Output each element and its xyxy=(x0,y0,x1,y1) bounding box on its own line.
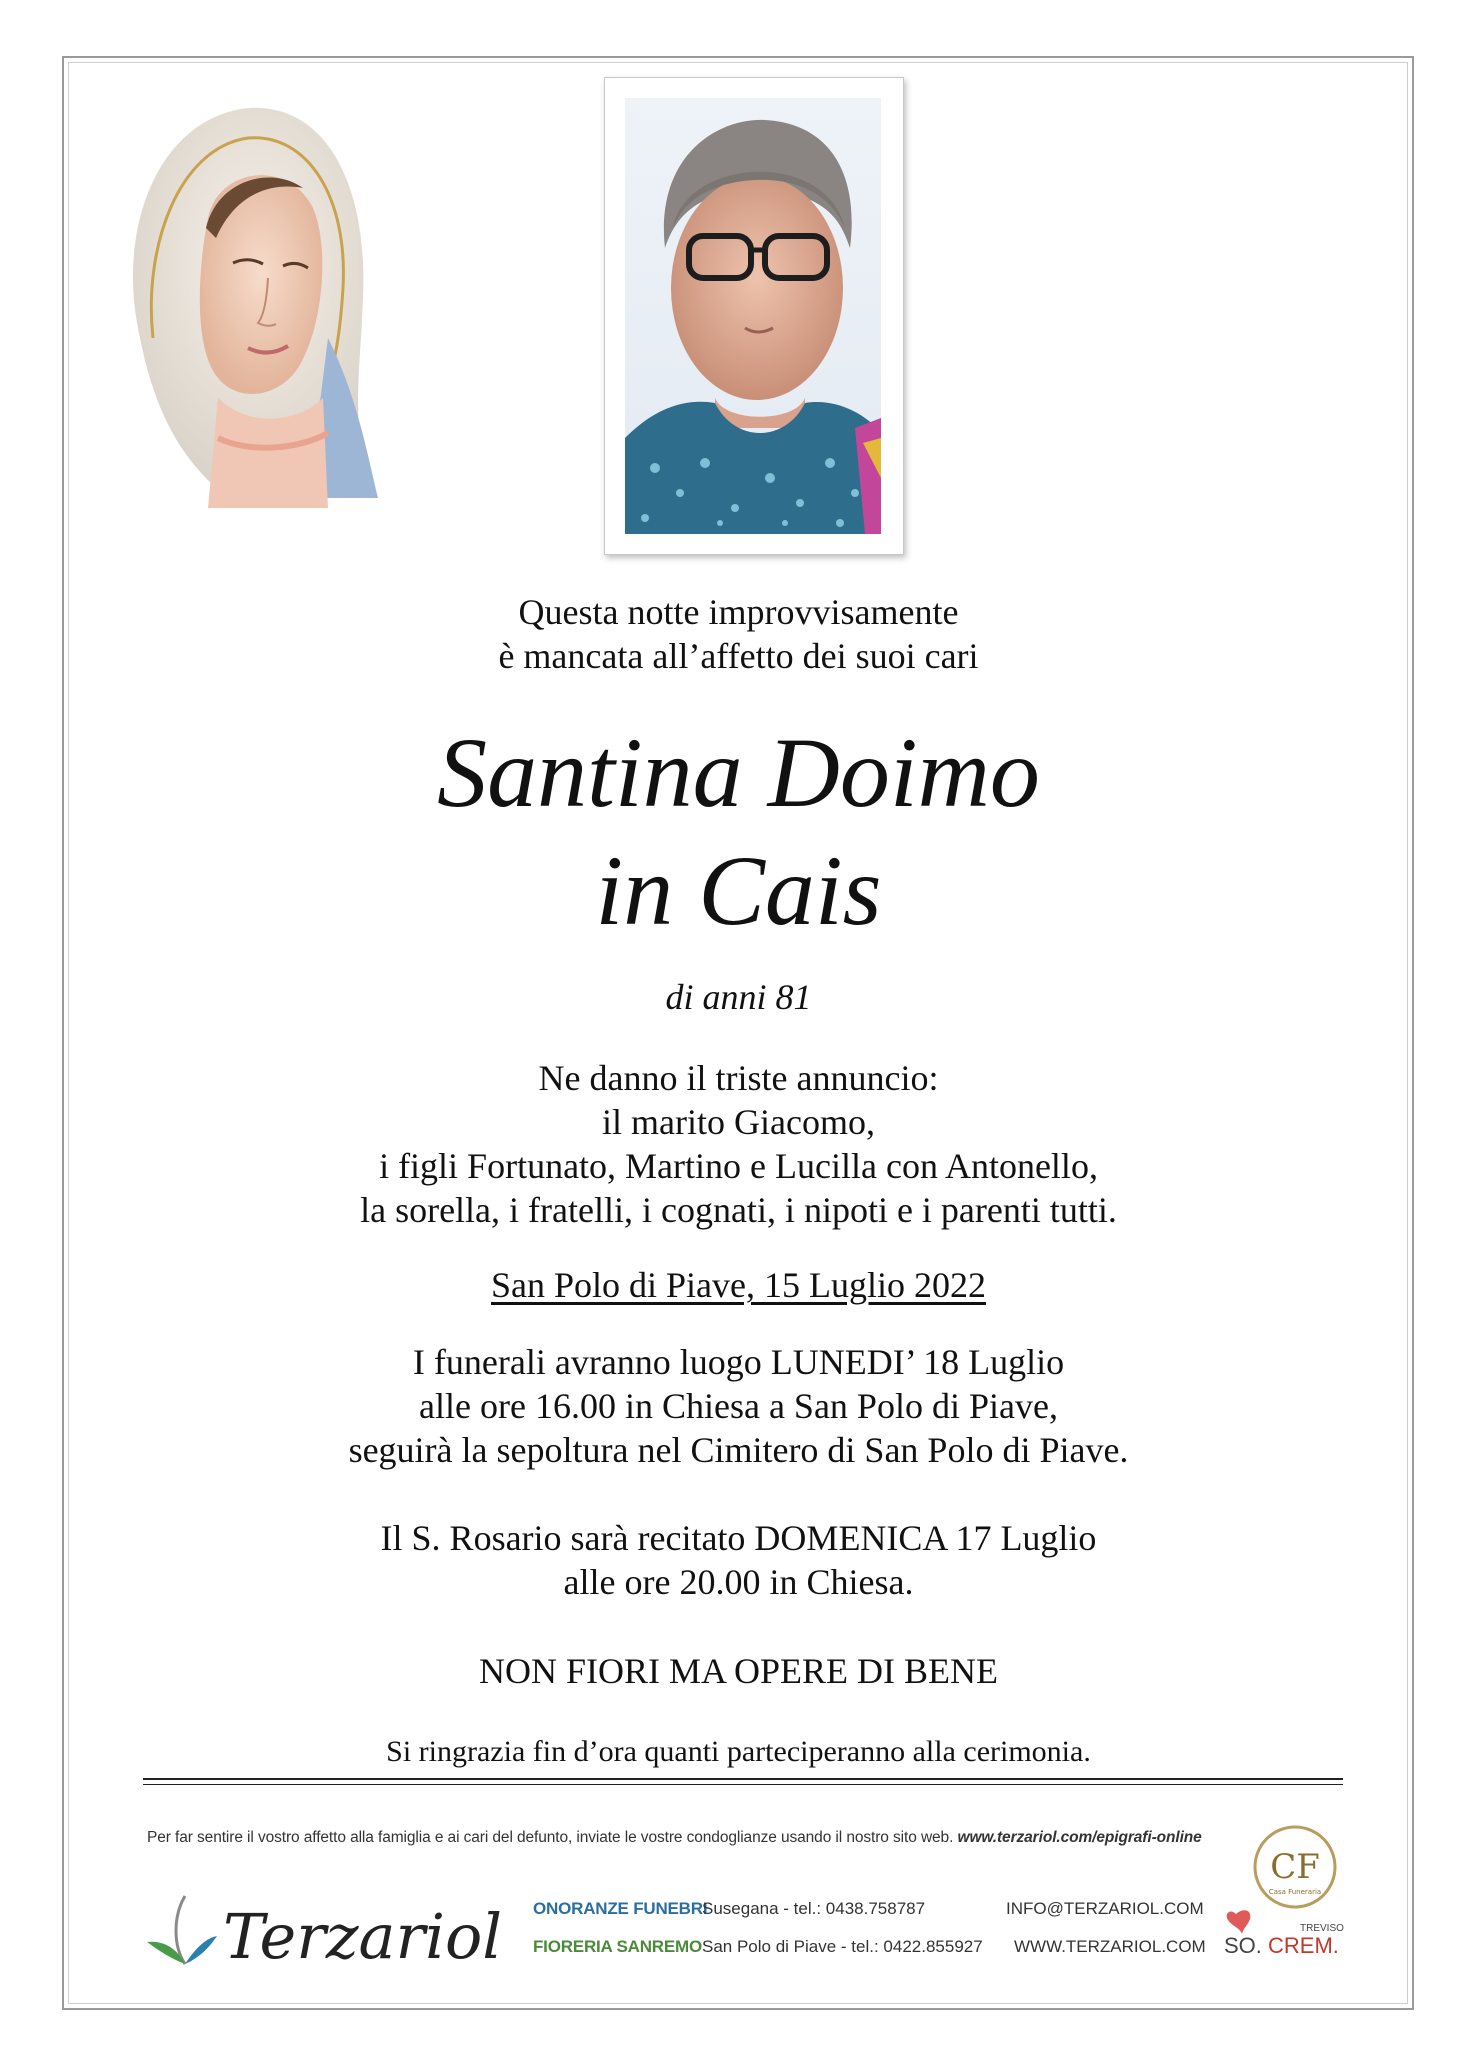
funeral-line: I funerali avranno luogo LUNEDI’ 18 Luglio xyxy=(412,1342,1065,1382)
funeral-info xyxy=(0,1340,1477,1472)
rosary-line: Il S. Rosario sarà recitato DOMENICA 17 Luglio xyxy=(380,1518,1097,1558)
cf-mark: CF xyxy=(1270,1847,1320,1887)
announcement-line: Ne danno il triste annuncio: xyxy=(538,1058,939,1098)
rosary-line: alle ore 20.00 in Chiesa. xyxy=(563,1562,914,1602)
contact-susegana: Susegana - tel.: 0438.758787 xyxy=(702,1899,926,1918)
funeral-line: alle ore 16.00 in Chiesa a San Polo di Piave, xyxy=(419,1386,1058,1426)
casa-funeraria-logo xyxy=(1250,1822,1340,1912)
brand-florist: FIORERIA SANREMO xyxy=(533,1937,703,1956)
condolence-note xyxy=(147,1829,1202,1847)
intro-line: Questa notte improvvisamente xyxy=(518,592,959,632)
contact-san-polo: San Polo di Piave - tel.: 0422.855927 xyxy=(702,1937,983,1956)
deceased-age: di anni 81 xyxy=(665,977,812,1017)
rosary-info xyxy=(0,1516,1477,1604)
terzariol-logo xyxy=(145,1876,525,1976)
announcement-line: il marito Giacomo, xyxy=(602,1102,875,1142)
thanks-note: Si ringrazia fin d’ora quanti parteciperanno alla cerimonia. xyxy=(386,1735,1091,1768)
place-date xyxy=(0,1264,1477,1306)
brand-funeral-services: ONORANZE FUNEBRI xyxy=(533,1899,708,1918)
no-flowers-note: NON FIORI MA OPERE DI BENE xyxy=(478,1651,998,1691)
funeral-line: seguirà la sepoltura nel Cimitero di San Polo di Piave. xyxy=(348,1430,1129,1470)
cf-caption: Casa Funeraria xyxy=(1268,1888,1322,1896)
announcement-line: i figli Fortunato, Martino e Lucilla con Antonello, xyxy=(379,1146,1098,1186)
condolence-link[interactable]: www.terzariol.com/epigrafi-online xyxy=(957,1829,1202,1846)
intro-text xyxy=(0,590,1477,678)
divider xyxy=(143,1778,1343,1780)
announcement-text xyxy=(0,1056,1477,1232)
socrem-name xyxy=(1224,1933,1339,1959)
announcement-line: la sorella, i fratelli, i cognati, i nipoti e i parenti tutti. xyxy=(360,1190,1117,1230)
intro-line: è mancata all’affetto dei suoi cari xyxy=(498,636,979,676)
deceased-name: Santina Doimo xyxy=(437,717,1040,828)
madonna-image xyxy=(98,78,378,508)
divider xyxy=(143,1784,1343,1785)
condolence-note-text: Per far sentire il vostro affetto alla famiglia e ai cari del defunto, inviate le vostre condoglianze usando il nostro sito web. xyxy=(147,1829,954,1846)
socrem-crem: CREM. xyxy=(1268,1933,1339,1958)
place-date-text: San Polo di Piave, 15 Luglio 2022 xyxy=(491,1265,986,1305)
email-link[interactable]: INFO@TERZARIOL.COM xyxy=(1006,1899,1204,1918)
deceased-married-name: in Cais xyxy=(595,835,882,946)
logo-text: Terzariol xyxy=(223,1900,503,1973)
portrait-photo xyxy=(604,77,904,555)
socrem-city: TREVISO xyxy=(1300,1923,1344,1934)
socrem-so: SO. xyxy=(1224,1933,1262,1958)
website-link[interactable]: WWW.TERZARIOL.COM xyxy=(1014,1937,1206,1956)
